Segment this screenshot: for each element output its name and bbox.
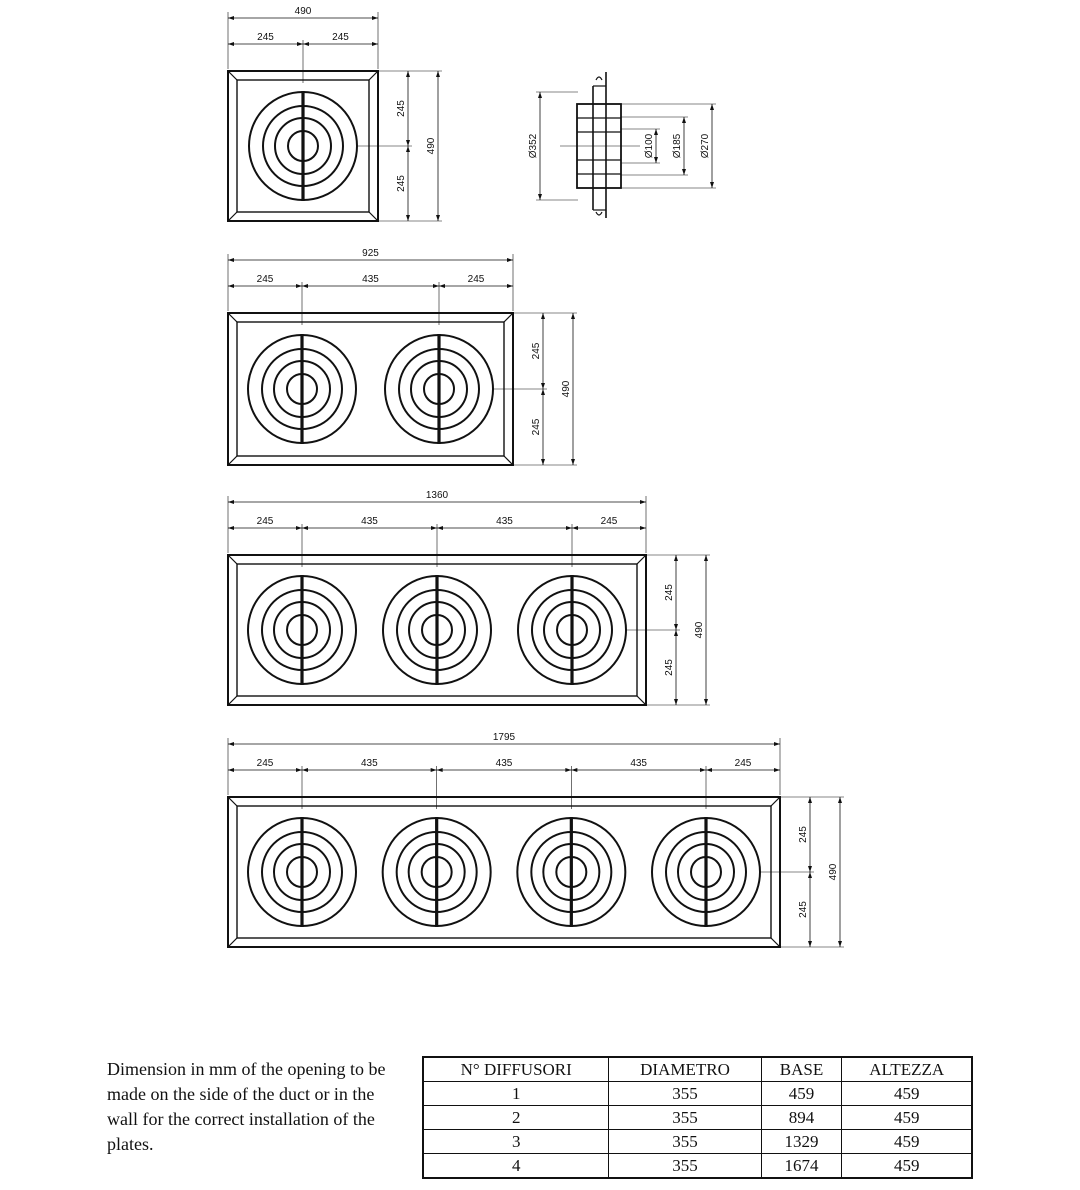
dimension-arrowhead xyxy=(228,42,234,46)
dimension-arrowhead xyxy=(566,526,572,530)
dimension-arrowhead xyxy=(302,284,308,288)
diffuser-symbol xyxy=(383,817,491,927)
dimension-arrowhead xyxy=(302,526,308,530)
plate-corner xyxy=(228,212,237,221)
dimension-arrowhead xyxy=(808,866,812,872)
plate-corner xyxy=(228,313,237,322)
diffuser-symbol xyxy=(652,817,760,927)
segment-width-label: 245 xyxy=(467,274,485,285)
table-cell: 355 xyxy=(609,1106,761,1130)
diameter-outer-label: Ø352 xyxy=(528,133,539,159)
plate-view-1 xyxy=(228,6,442,221)
diffuser-blade xyxy=(301,91,304,201)
side-height-label: 245 xyxy=(531,418,542,436)
diffuser-blade xyxy=(435,817,438,927)
side-height-label: 245 xyxy=(396,175,407,192)
dimension-arrowhead xyxy=(406,146,410,152)
side-total-label: 490 xyxy=(426,137,437,155)
table-row xyxy=(423,1154,972,1179)
dimension-arrowhead xyxy=(228,16,234,20)
side-total-label: 490 xyxy=(561,380,572,398)
dimension-arrowhead xyxy=(808,797,812,803)
plate-outline xyxy=(228,313,513,465)
table-cell: 1 xyxy=(423,1082,609,1106)
side-height-label: 245 xyxy=(664,659,675,676)
dimension-arrowhead xyxy=(706,768,712,772)
table-cell: 4 xyxy=(423,1154,609,1179)
dimension-arrowhead xyxy=(439,284,445,288)
side-height-label: 245 xyxy=(664,584,675,601)
diameter-100-label: Ø100 xyxy=(644,133,655,159)
dimension-arrowhead xyxy=(541,313,545,319)
segment-width-label: 245 xyxy=(256,516,274,527)
plate-corner xyxy=(228,456,237,465)
table-cell: 2 xyxy=(423,1106,609,1130)
diffuser-blade xyxy=(300,334,303,444)
diffuser-blade xyxy=(435,575,438,685)
segment-width-label: 435 xyxy=(362,274,379,285)
overall-width-label: 490 xyxy=(294,6,312,17)
dimension-arrowhead xyxy=(640,500,646,504)
diffuser-blade xyxy=(437,334,440,444)
dimension-arrowhead xyxy=(704,699,708,705)
segment-width-label: 245 xyxy=(600,516,618,527)
plate-corner xyxy=(228,797,237,806)
dimension-arrowhead xyxy=(406,215,410,221)
dimension-arrowhead xyxy=(507,284,513,288)
overall-width-label: 925 xyxy=(362,248,379,259)
dimension-arrowhead xyxy=(572,526,578,530)
col-header-count: N° DIFFUSORI xyxy=(423,1057,609,1082)
dimension-arrowhead xyxy=(710,104,714,110)
dimension-arrowhead xyxy=(296,526,302,530)
plate-view-4 xyxy=(228,732,844,947)
dimension-arrowhead xyxy=(838,797,842,803)
segment-width-label: 435 xyxy=(630,758,648,769)
dimension-arrowhead xyxy=(682,117,686,123)
dimension-arrowhead xyxy=(808,872,812,878)
diffuser-symbol xyxy=(517,817,625,927)
diffuser-blade xyxy=(570,575,573,685)
table-cell: 459 xyxy=(842,1154,972,1179)
table-cell: 459 xyxy=(842,1106,972,1130)
dimension-arrowhead xyxy=(640,526,646,530)
table-cell: 459 xyxy=(761,1082,842,1106)
dimension-arrowhead xyxy=(406,140,410,146)
dimension-arrowhead xyxy=(303,42,309,46)
table-cell: 355 xyxy=(609,1154,761,1179)
side-height-label: 245 xyxy=(798,826,809,843)
dimension-arrowhead xyxy=(541,389,545,395)
dimension-arrowhead xyxy=(431,768,437,772)
dimension-arrowhead xyxy=(682,169,686,175)
table-cell: 894 xyxy=(761,1106,842,1130)
dimension-arrowhead xyxy=(541,459,545,465)
dimension-arrowhead xyxy=(704,555,708,561)
dimension-arrowhead xyxy=(674,699,678,705)
dimension-arrowhead xyxy=(808,941,812,947)
opening-note: Dimension in mm of the opening to be made on the side of the duct or in the wall for the correct installation of the plates. xyxy=(107,1059,386,1154)
diffuser-symbol xyxy=(248,817,356,927)
diffuser-blade xyxy=(300,575,303,685)
segment-width-label: 245 xyxy=(256,274,274,285)
side-height-label: 245 xyxy=(531,342,542,360)
dimension-arrowhead xyxy=(296,284,302,288)
table-row xyxy=(423,1130,972,1154)
dimension-arrowhead xyxy=(700,768,706,772)
diffuser-symbol xyxy=(249,91,357,201)
table-row xyxy=(423,1106,972,1130)
plate-corner xyxy=(228,938,237,947)
dimension-arrowhead xyxy=(674,624,678,630)
diameter-185-label: Ø185 xyxy=(672,133,683,159)
segment-width-label: 245 xyxy=(332,32,349,43)
diffuser-symbol xyxy=(383,575,491,685)
col-header-base: BASE xyxy=(761,1057,842,1082)
table-cell: 1674 xyxy=(761,1154,842,1179)
dimension-arrowhead xyxy=(433,284,439,288)
plate-corner xyxy=(228,696,237,705)
segment-width-label: 245 xyxy=(257,32,274,43)
dimension-arrowhead xyxy=(571,313,575,319)
plate-corner xyxy=(228,71,237,80)
side-total-label: 490 xyxy=(694,621,705,639)
dimension-arrowhead xyxy=(228,284,234,288)
plate-corner xyxy=(228,555,237,564)
plate-corner xyxy=(369,212,378,221)
dimension-arrowhead xyxy=(710,182,714,188)
dimension-arrowhead xyxy=(774,742,780,746)
dimension-arrowhead xyxy=(228,768,234,772)
dimension-arrowhead xyxy=(674,630,678,636)
dimension-arrowhead xyxy=(838,941,842,947)
col-header-diameter: DIAMETRO xyxy=(609,1057,761,1082)
side-total-label: 490 xyxy=(828,863,839,881)
table-cell: 459 xyxy=(842,1082,972,1106)
dimension-arrowhead xyxy=(571,459,575,465)
table-cell: 355 xyxy=(609,1130,761,1154)
diameter-270-label: Ø270 xyxy=(700,133,711,159)
dimension-arrowhead xyxy=(296,768,302,772)
segment-width-label: 435 xyxy=(361,516,378,527)
diffuser-symbol xyxy=(385,334,493,444)
plate-corner xyxy=(369,71,378,80)
diffuser-table xyxy=(422,1056,973,1179)
side-height-label: 245 xyxy=(798,901,809,918)
table-cell: 1329 xyxy=(761,1130,842,1154)
dimension-arrowhead xyxy=(431,526,437,530)
dimension-arrowhead xyxy=(541,383,545,389)
diffuser-blade xyxy=(570,817,573,927)
col-header-height: ALTEZZA xyxy=(842,1057,972,1082)
table-header-row xyxy=(423,1057,972,1082)
dimension-arrowhead xyxy=(571,768,577,772)
table-row xyxy=(423,1082,972,1106)
plate-corner xyxy=(771,938,780,947)
segment-width-label: 245 xyxy=(734,758,752,769)
side-height-label: 245 xyxy=(396,100,407,117)
dimension-arrowhead xyxy=(774,768,780,772)
overall-width-label: 1360 xyxy=(425,490,449,501)
dimension-arrowhead xyxy=(538,92,542,98)
plate-corner xyxy=(504,456,513,465)
segment-width-label: 435 xyxy=(360,758,378,769)
dimension-arrowhead xyxy=(228,500,234,504)
segment-width-label: 435 xyxy=(495,758,513,769)
dimension-arrowhead xyxy=(406,71,410,77)
table-cell: 3 xyxy=(423,1130,609,1154)
dimension-arrowhead xyxy=(372,16,378,20)
plate-view-2 xyxy=(228,248,577,465)
diffuser-symbol xyxy=(518,575,626,685)
diffuser-symbol xyxy=(248,334,356,444)
dimension-arrowhead xyxy=(436,215,440,221)
diffuser-blade xyxy=(300,817,303,927)
dimension-arrowhead xyxy=(507,258,513,262)
table-cell: 459 xyxy=(842,1130,972,1154)
diffuser-symbol xyxy=(248,575,356,685)
dimension-arrowhead xyxy=(437,768,443,772)
dimension-arrowhead xyxy=(436,71,440,77)
dimension-arrowhead xyxy=(538,194,542,200)
dimension-arrowhead xyxy=(228,526,234,530)
table-cell: 355 xyxy=(609,1082,761,1106)
section-view xyxy=(528,72,716,218)
dimension-arrowhead xyxy=(437,526,443,530)
dimension-arrowhead xyxy=(297,42,303,46)
plate-corner xyxy=(637,555,646,564)
diffuser-blade xyxy=(704,817,707,927)
plate-view-3 xyxy=(228,490,710,705)
dimension-arrowhead xyxy=(674,555,678,561)
segment-width-label: 245 xyxy=(256,758,274,769)
segment-width-label: 435 xyxy=(496,516,513,527)
dimension-arrowhead xyxy=(565,768,571,772)
plate-corner xyxy=(504,313,513,322)
plate-corner xyxy=(637,696,646,705)
dimension-arrowhead xyxy=(372,42,378,46)
dimension-arrowhead xyxy=(228,742,234,746)
dimension-arrowhead xyxy=(228,258,234,262)
plate-corner xyxy=(771,797,780,806)
overall-width-label: 1795 xyxy=(492,732,516,743)
dimension-arrowhead xyxy=(302,768,308,772)
